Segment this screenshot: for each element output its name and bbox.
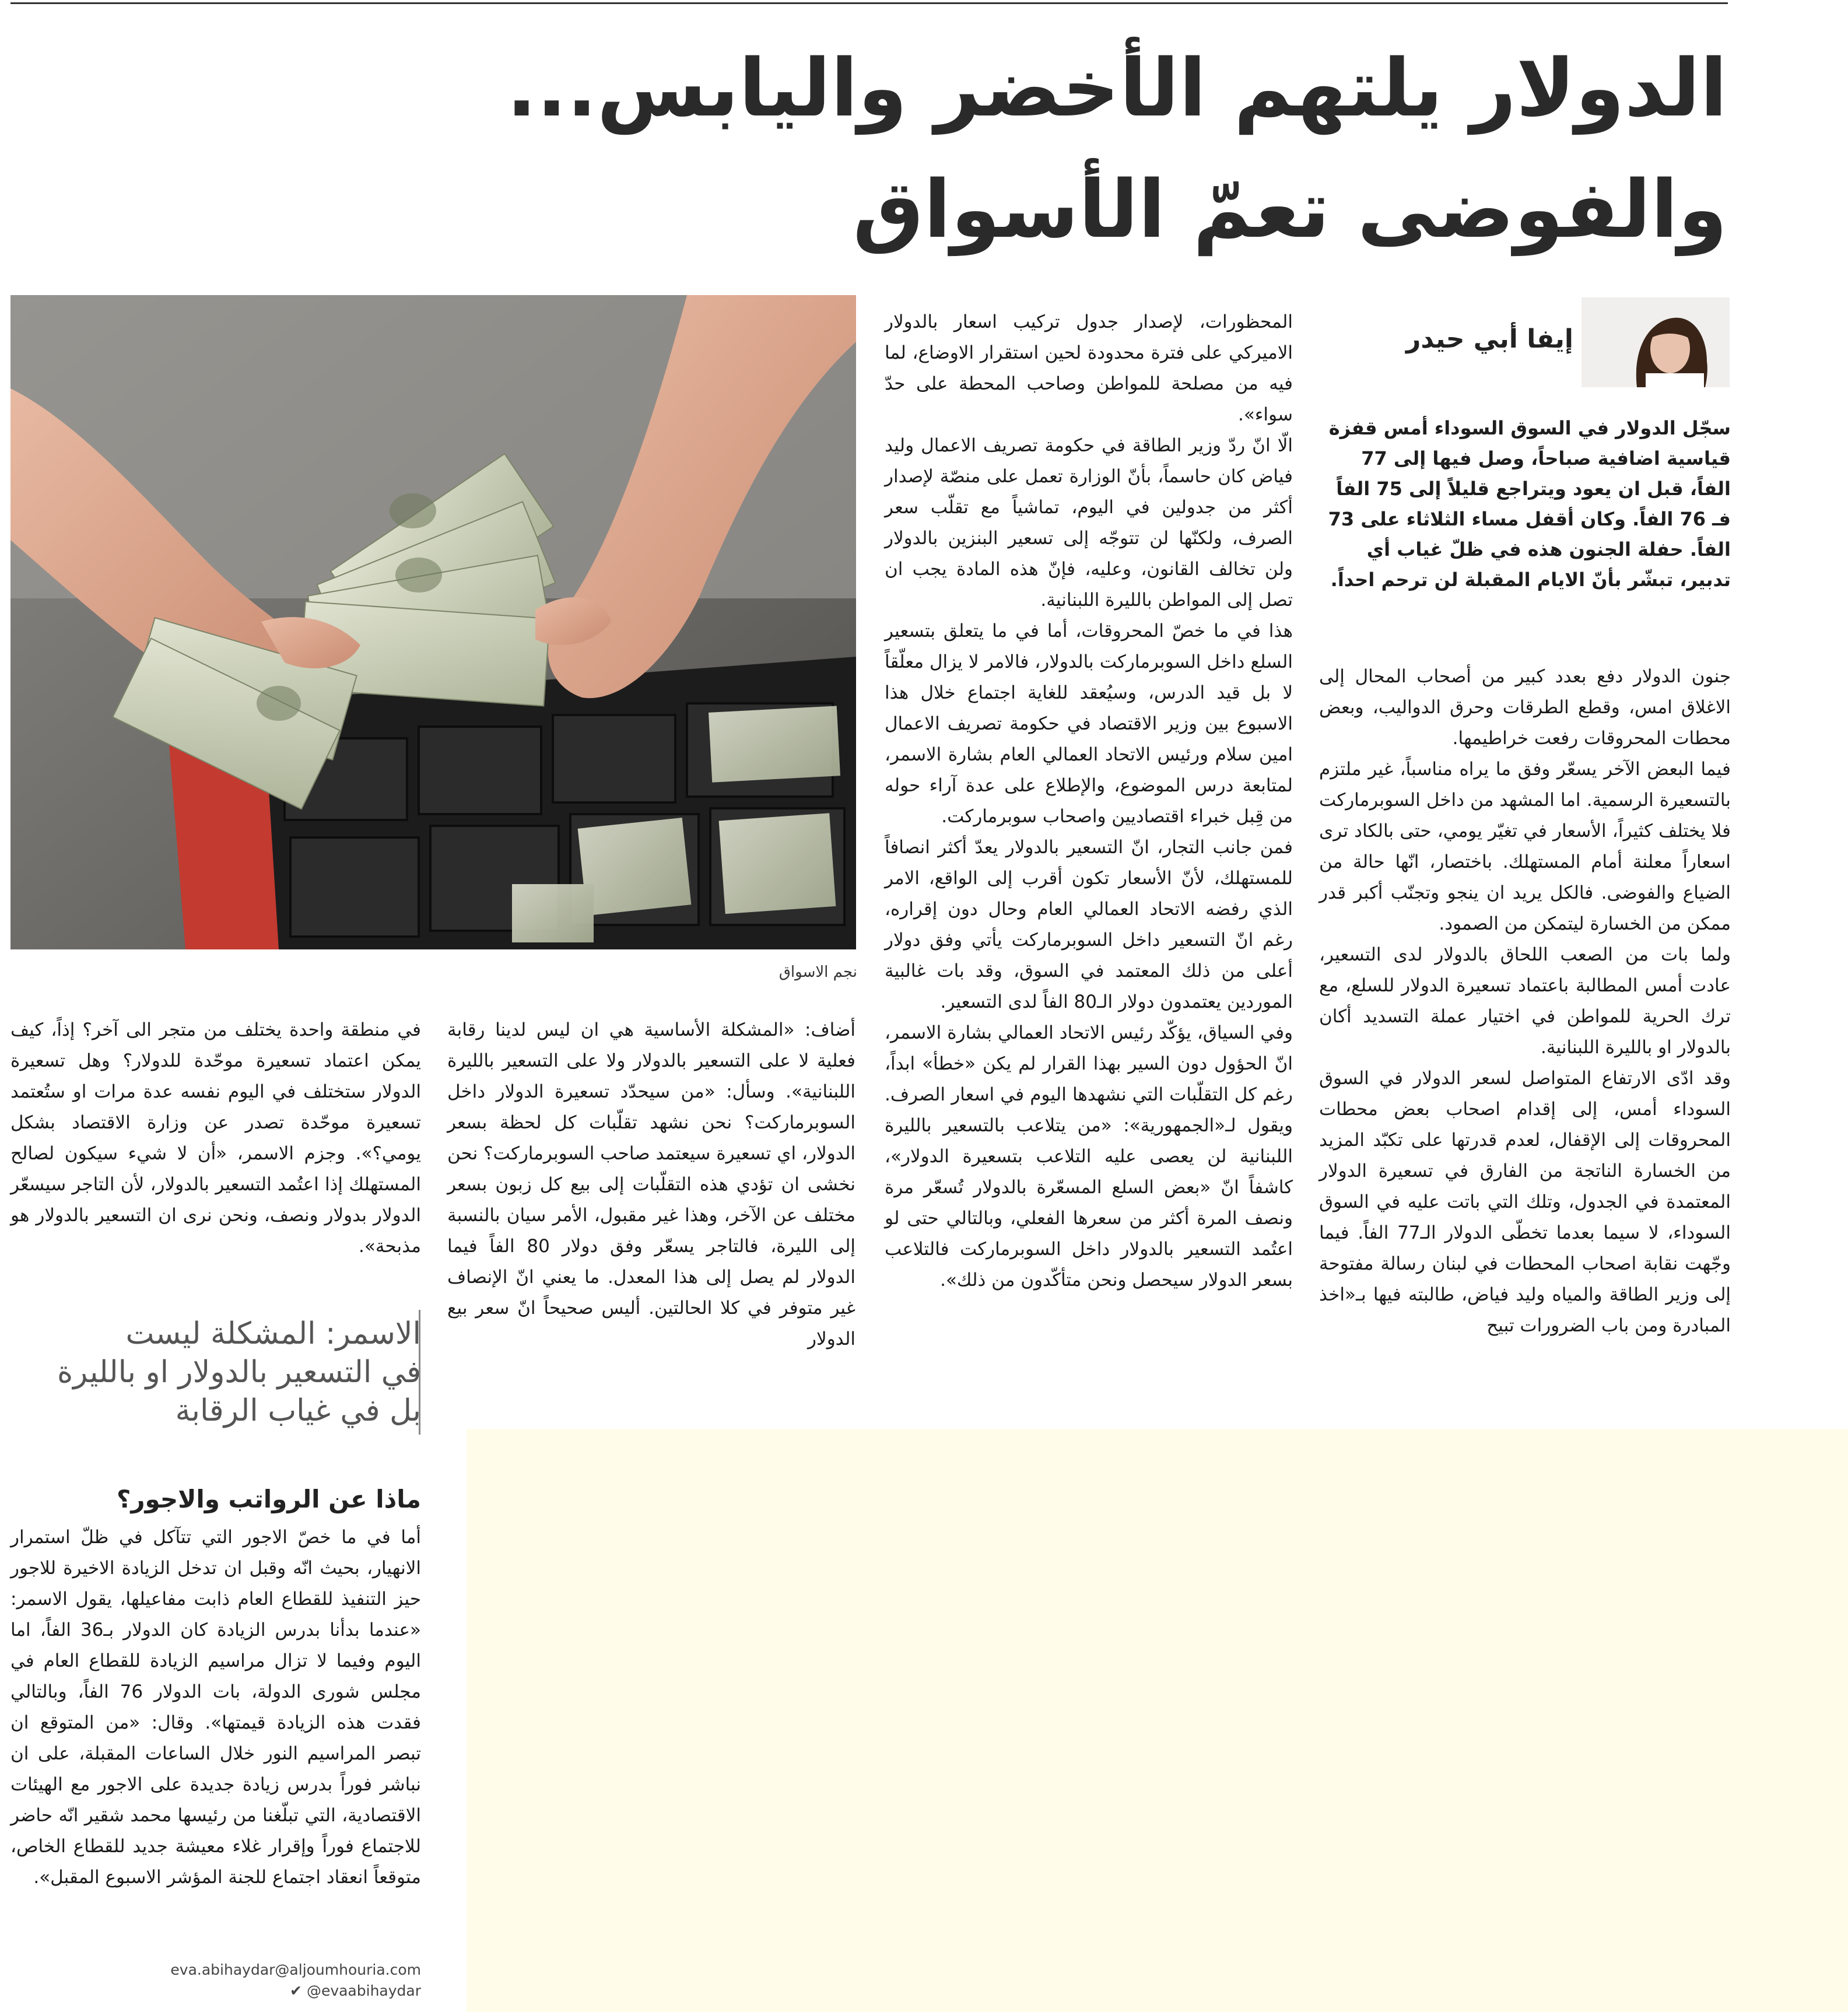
article-column-2 <box>885 307 1293 1296</box>
paragraph: وقد ادّى الارتفاع المتواصل لسعر الدولار في السوق السوداء أمس، إلى إقدام اصحاب بعض محطات المحروقات إلى الإقفال، لعدم قدرتها على تكبّد المزيد من الخسارة الناتجة من الفارق في تسعيرة الدولار المعتمدة في الجدول، وتلك التي باتت عليه في السوق السوداء، لا سيما بعدما تخطّى الدولار الـ77 الفاً. فيما وجّهت نقابة اصحاب المحطات في لبنان رسالة مفتوحة إلى وزير الطاقة والمياه وليد فياض، طالبته فيها بـ«اخذ المبادرة ومن باب الضرورات تبيح <box>1319 1068 1731 1336</box>
headline <box>292 28 1727 271</box>
author-email[interactable]: eva.abihaydar@aljoumhouria.com <box>170 1961 421 1978</box>
paragraph: جنون الدولار دفع بعدد كبير من أصحاب المحال إلى الاغلاق امس، وقطع الطرقات وحرق الدواليب، وبعض محطات المحروقات رفعت خراطيمها. <box>1319 666 1731 749</box>
author-photo <box>1582 297 1730 387</box>
paragraph: في منطقة واحدة يختلف من متجر الى آخر؟ إذاً، كيف يمكن اعتماد تسعيرة موحّدة للدولار؟ وهل تسعيرة الدولار ستختلف في اليوم نفسه عدة مرات او ستُعتمد تسعيرة موحّدة تصدر عن وزارة الاقتصاد بشكل يومي؟». وجزم الاسمر، «أن لا شيء سيكون لصالح المستهلك إذا اعتُمد التسعير بالدولار، لأن التاجر سيسعّر الدولار بدولار ونصف، ونحن نرى ان التسعير بالدولار هو مذبحة». <box>10 1019 421 1257</box>
pull-quote <box>10 1315 421 1430</box>
headline-line-2: والفوضى تعمّ الأسواق <box>853 164 1727 256</box>
paragraph: وفي السياق، يؤكّد رئيس الاتحاد العمالي بشارة الاسمر، انّ الحؤول دون السير بهذا القرار لم يكن «خطأ» ابداً، رغم كل التقلّبات التي نشهدها اليوم في اسعار الصرف. ويقول لـ«الجمهورية»: «من يتلاعب بالتسعير بالليرة اللبنانية لن يعصى عليه التلاعب بتسعيرة الدولار»، كاشفاً انّ «بعض السلع المسعّرة بالدولار تُسعّر مرة ونصف المرة أكثر من سعرها الفعلي، وبالتالي حتى لو اعتُمد التسعير بالدولار داخل السوبرماركت فالتلاعب بسعر الدولار سيحصل ونحن متأكّدون من ذلك». <box>885 1022 1293 1291</box>
photo-caption: نجم الاسواق <box>779 963 857 981</box>
top-rule <box>10 2 1728 4</box>
highlight-box <box>467 1429 1848 2012</box>
lead-paragraph: سجّل الدولار في السوق السوداء أمس قفزة قياسية اضافية صباحاً، وصل فيها إلى 77 الفاً، قبل ان يعود ويتراجع قليلاً إلى 75 الفاً فـ 76 الفاً. وكان أقفل مساء الثلاثاء على 73 الفاً. حفلة الجنون هذه في ظلّ غياب أي تدبير، تبشّر بأنّ الايام المقبلة لن ترحم احداً. <box>1328 417 1731 591</box>
paragraph: ولما بات من الصعب اللحاق بالدولار لدى التسعير، عادت أمس المطالبة باعتماد تسعيرة الدولار للسلع، مع ترك الحرية للمواطن في اختيار عملة التسديد أكان بالدولار او بالليرة اللبنانية. <box>1319 944 1731 1058</box>
headline-line-1: الدولار يلتهم الأخضر واليابس... <box>506 43 1727 135</box>
pull-quote-line-2: في التسعير بالدولار او بالليرة <box>57 1355 421 1390</box>
paragraph: أما في ما خصّ الاجور التي تتآكل في ظلّ استمرار الانهيار، بحيث انّه وقبل ان تدخل الزيادة الاخيرة للاجور حيز التنفيذ للقطاع العام ذابت مفاعيلها، يقول الاسمر: «عندما بدأنا بدرس الزيادة كان الدولار بـ36 الفاً، اما اليوم وفيما لا تزال مراسيم الزيادة للقطاع العام في مجلس شورى الدولة، بات الدولار 76 الفاً، وبالتالي فقدت هذه الزيادة قيمتها». وقال: «من المتوقع ان تبصر المراسيم النور خلال الساعات المقبلة، على ان نباشر فوراً بدرس زيادة جديدة على الاجور مع الهيئات الاقتصادية، التي تبلّغنا من رئيسها محمد شقير انّه حاضر للاجتماع فوراً وإقرار غلاء معيشة جديد للقطاع الخاص، متوقعاً انعقاد اجتماع للجنة المؤشر الاسبوع المقبل». <box>10 1527 421 1888</box>
author-twitter[interactable] <box>10 1981 421 2002</box>
article-column-1 <box>1319 661 1731 1341</box>
paragraph: الّا انّ ردّ وزير الطاقة في حكومة تصريف الاعمال وليد فياض كان حاسماً، بأنّ الوزارة تعمل على منصّة لإصدار أكثر من جدولين في اليوم، تماشياً مع تقلّب سعر الصرف، ولكنّها لن تتوجّه إلى تسعير البنزين بالدولار ولن تخالف القانون، وعليه، فإنّ هذه المادة يجب ان تصل إلى المواطن بالليرة اللبنانية. <box>885 435 1293 611</box>
article-column-3 <box>447 1015 855 1355</box>
twitter-icon: ✔ <box>290 1982 307 1999</box>
sub-heading: ماذا عن الرواتب والاجور؟ <box>116 1485 421 1513</box>
main-photo <box>10 295 856 949</box>
pull-quote-line-3: بل في غياب الرقابة <box>175 1393 421 1428</box>
paragraph: فمن جانب التجار، انّ التسعير بالدولار يعدّ أكثر انصافاً للمستهلك، لأنّ الأسعار تكون أقرب إلى الواقع، الامر الذي رفضه الاتحاد العمالي العام وحال دون إقراره، رغم انّ التسعير داخل السوبرماركت يأتي وفق دولار أعلى من ذلك المعتمد في السوق، وقد بات غالبية الموردين يعتمدون دولار الـ80 الفاً لدى التسعير. <box>885 837 1293 1012</box>
paragraph: المحظورات، لإصدار جدول تركيب اسعار بالدولار الاميركي على فترة محدودة لحين استقرار الاوضاع، لما فيه من مصلحة للمواطن وصاحب المحطة على حدّ سواء». <box>885 311 1293 425</box>
article-column-4 <box>10 1015 421 1262</box>
author-contact <box>10 1960 421 2002</box>
paragraph: أضاف: «المشكلة الأساسية هي ان ليس لدينا رقابة فعلية لا على التسعير بالدولار ولا على التسعير بالليرة اللبنانية». وسأل: «من سيحدّد تسعيرة الدولار داخل السوبرماركت؟ نحن نشهد تقلّبات كل لحظة بسعر الدولار، اي تسعيرة سيعتمد صاحب السوبرماركت؟ نحن نخشى ان تؤدي هذه التقلّبات إلى بيع كل زبون بسعر مختلف عن الآخر، وهذا غير مقبول، الأمر سيان بالنسبة إلى الليرة، فالتاجر يسعّر وفق دولار 80 الفاً فيما الدولار لم يصل إلى هذا المعدل. ما يعني انّ الإنصاف غير متوفر في كلا الحالتين. أليس صحيحاً انّ سعر بيع الدولار <box>447 1019 855 1349</box>
paragraph: فيما البعض الآخر يسعّر وفق ما يراه مناسباً، غير ملتزم بالتسعيرة الرسمية. اما المشهد من داخل السوبرماركت فلا يختلف كثيراً، الأسعار في تغيّر يومي، حتى بالكاد ترى اسعاراً معلنة أمام المستهلك. باختصار، انّها حالة من الضياع والفوضى. فالكل يريد ان ينجو وتجنّب أكبر قدر ممكن من الخسارة ليتمكن من الصمود. <box>1319 759 1731 934</box>
author-name: إيفا أبي حيدر <box>1406 324 1573 354</box>
article-column-4-continued <box>10 1522 421 1893</box>
pull-quote-line-1: الاسمر: المشكلة ليست <box>125 1316 421 1351</box>
author-twitter-handle: @evaabihaydar <box>306 1982 421 1999</box>
paragraph: هذا في ما خصّ المحروقات، أما في ما يتعلق بتسعير السلع داخل السوبرماركت بالدولار، فالامر لا يزال معلّقاً لا بل قيد الدرس، وسيُعقد للغاية اجتماع خلال هذا الاسبوع بين وزير الاقتصاد في حكومة تصريف الاعمال امين سلام ورئيس الاتحاد العمالي العام بشارة الاسمر، لمتابعة درس الموضوع، والإطلاع على عدة آراء حوله من قِبل خبراء اقتصاديين واصحاب سوبرماركت. <box>885 621 1293 827</box>
